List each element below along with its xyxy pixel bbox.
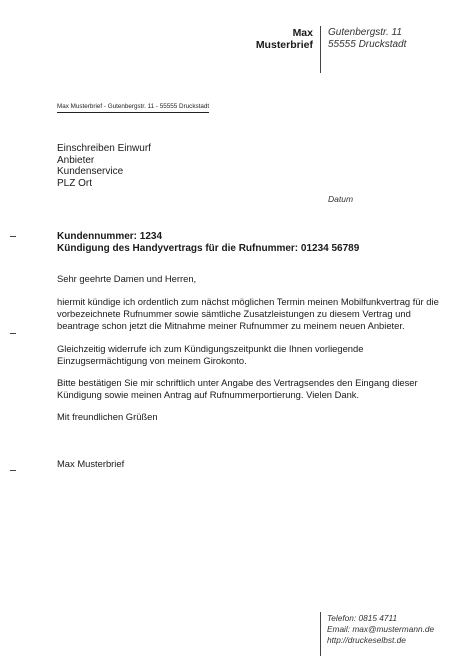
sender-first-name: Max — [292, 27, 313, 39]
subject-block — [57, 231, 359, 255]
paragraph-3 — [57, 377, 437, 401]
footer-divider — [320, 612, 321, 656]
return-address-line: Max Musterbrief - Gutenbergstr. 11 - 55555 Druckstadt — [57, 103, 209, 113]
recipient-line-2: Anbieter — [57, 154, 95, 166]
recipient-line-4: PLZ Ort — [57, 177, 93, 189]
paragraph-2-line: Gleichzeitig widerrufe ich zum Kündigungszeitpunkt die Ihnen vorliegende — [57, 343, 364, 354]
paragraph-3-line: Bitte bestätigen Sie mir schriftlich unter Angabe des Vertragsendes den Eingang dieser — [57, 377, 418, 388]
fold-mark-top — [10, 236, 16, 237]
footer-phone: Telefon: 0815 4711 — [327, 613, 398, 623]
sender-address — [328, 27, 406, 51]
paragraph-1-line: vorbezeichnete Rufnummer sowie sämtliche Zusatzleistungen zu diesem Vertrag und — [57, 307, 411, 319]
customer-number: Kundennummer: 1234 — [57, 231, 163, 242]
punch-mark — [10, 333, 16, 334]
sender-name — [256, 27, 313, 51]
footer-contact — [327, 613, 434, 646]
sender-last-name: Musterbrief — [255, 39, 313, 51]
signature-name: Max Musterbrief — [57, 458, 125, 469]
paragraph-1-line: hiermit kündige ich ordentlich zum nächst möglichen Termin meinen Mobilfunkvertrag für die — [57, 296, 439, 307]
salutation: Sehr geehrte Damen und Herren, — [57, 273, 197, 284]
recipient-address — [57, 143, 151, 189]
recipient-line-1: Einschreiben Einwurf — [57, 143, 151, 154]
paragraph-2 — [57, 343, 437, 367]
fold-mark-bottom — [10, 470, 16, 471]
footer-website: http://druckeselbst.de — [327, 635, 406, 645]
sender-city: 55555 Druckstadt — [328, 39, 407, 50]
recipient-line-3: Kundenservice — [57, 166, 124, 178]
paragraph-1-line: beantrage schon jetzt die Mitnahme meiner Rufnummer zu meinem neuen Anbieter. — [57, 319, 405, 331]
footer-email: Email: max@mustermann.de — [327, 624, 435, 634]
sender-street: Gutenbergstr. 11 — [328, 27, 402, 38]
paragraph-1 — [57, 296, 437, 331]
paragraph-2-line: Einzugsermächtigung von meinem Girokonto. — [57, 354, 247, 366]
paragraph-3-line: Kündigung sowie meinen Antrag auf Rufnummerportierung. Vielen Dank. — [57, 388, 360, 400]
closing: Mit freundlichen Grüßen — [57, 411, 158, 422]
header-divider — [320, 26, 321, 73]
subject-title: Kündigung des Handyvertrags für die Rufnummer: 01234 56789 — [57, 243, 360, 254]
date-label: Datum — [328, 194, 354, 204]
